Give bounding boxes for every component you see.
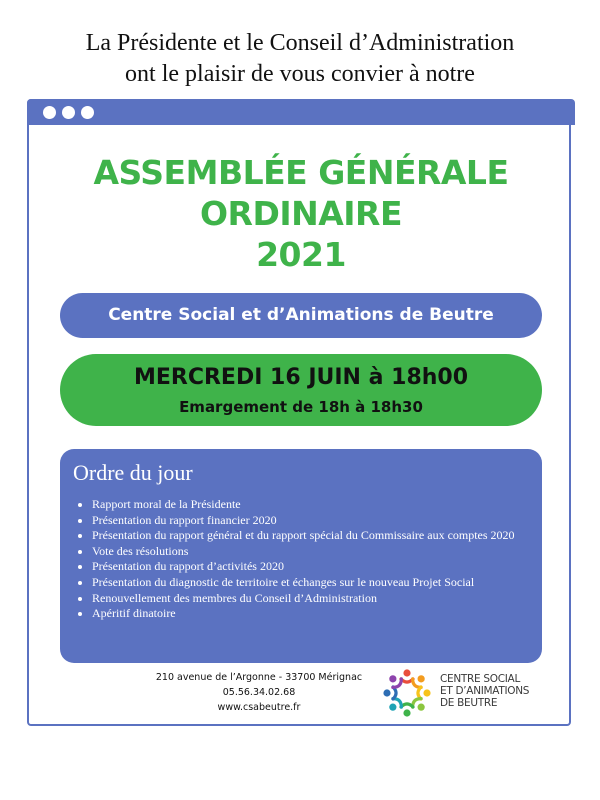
browser-window-frame: [27, 99, 571, 726]
event-date: MERCREDI 16 JUIN à 18h00: [133, 365, 469, 390]
people-circle-logo-icon: [380, 666, 434, 720]
intro-line-2: ont le plaisir de vous convier à notre: [125, 61, 475, 87]
agenda-item: • Renouvellement des membres du Conseil d’Administration: [92, 591, 530, 607]
logo-line-3: DE BEUTRE: [440, 697, 498, 709]
agenda-item: • Présentation du rapport d’activités 2020: [92, 559, 530, 575]
event-title-line-1: ASSEMBLÉE GÉNÉRALE: [93, 153, 509, 192]
phone-number: 05.56.34.02.68: [222, 687, 296, 698]
agenda-item: • Vote des résolutions: [92, 544, 530, 560]
logo-line-2: ET D’ANIMATIONS: [440, 685, 530, 697]
agenda-item: • Présentation du rapport général et du rapport spécial du Commissaire aux comptes 2020: [92, 528, 530, 544]
date-banner: [60, 354, 542, 426]
contact-info: [109, 670, 409, 715]
event-title: [29, 152, 573, 275]
agenda-item: • Présentation du rapport financier 2020: [92, 513, 530, 529]
invitation-intro: [0, 28, 600, 90]
event-title-line-2: ORDINAIRE: [199, 194, 403, 233]
organization-logo: [380, 666, 555, 720]
agenda-item: • Présentation du diagnostic de territoire et échanges sur le nouveau Projet Social: [92, 575, 530, 591]
agenda-item: • Apéritif dinatoire: [92, 606, 530, 622]
logo-text: [440, 673, 529, 709]
window-titlebar: [27, 99, 575, 125]
address: 210 avenue de l’Argonne - 33700 Mérignac: [155, 672, 363, 683]
website-link: www.csabeutre.fr: [217, 702, 301, 713]
agenda-title: Ordre du jour: [73, 460, 193, 485]
window-dot-icon: [43, 106, 56, 119]
event-year: 2021: [256, 235, 346, 274]
intro-line-1: La Présidente et le Conseil d’Administration: [85, 30, 515, 56]
registration-time: Emargement de 18h à 18h30: [179, 398, 423, 416]
agenda-list: [72, 497, 530, 622]
organizer-banner: Centre Social et d’Animations de Beutre: [60, 293, 542, 338]
window-dot-icon: [81, 106, 94, 119]
window-dot-icon: [62, 106, 75, 119]
agenda-panel: [60, 449, 542, 663]
logo-line-1: CENTRE SOCIAL: [440, 673, 520, 685]
agenda-item: • Rapport moral de la Présidente: [92, 497, 530, 513]
